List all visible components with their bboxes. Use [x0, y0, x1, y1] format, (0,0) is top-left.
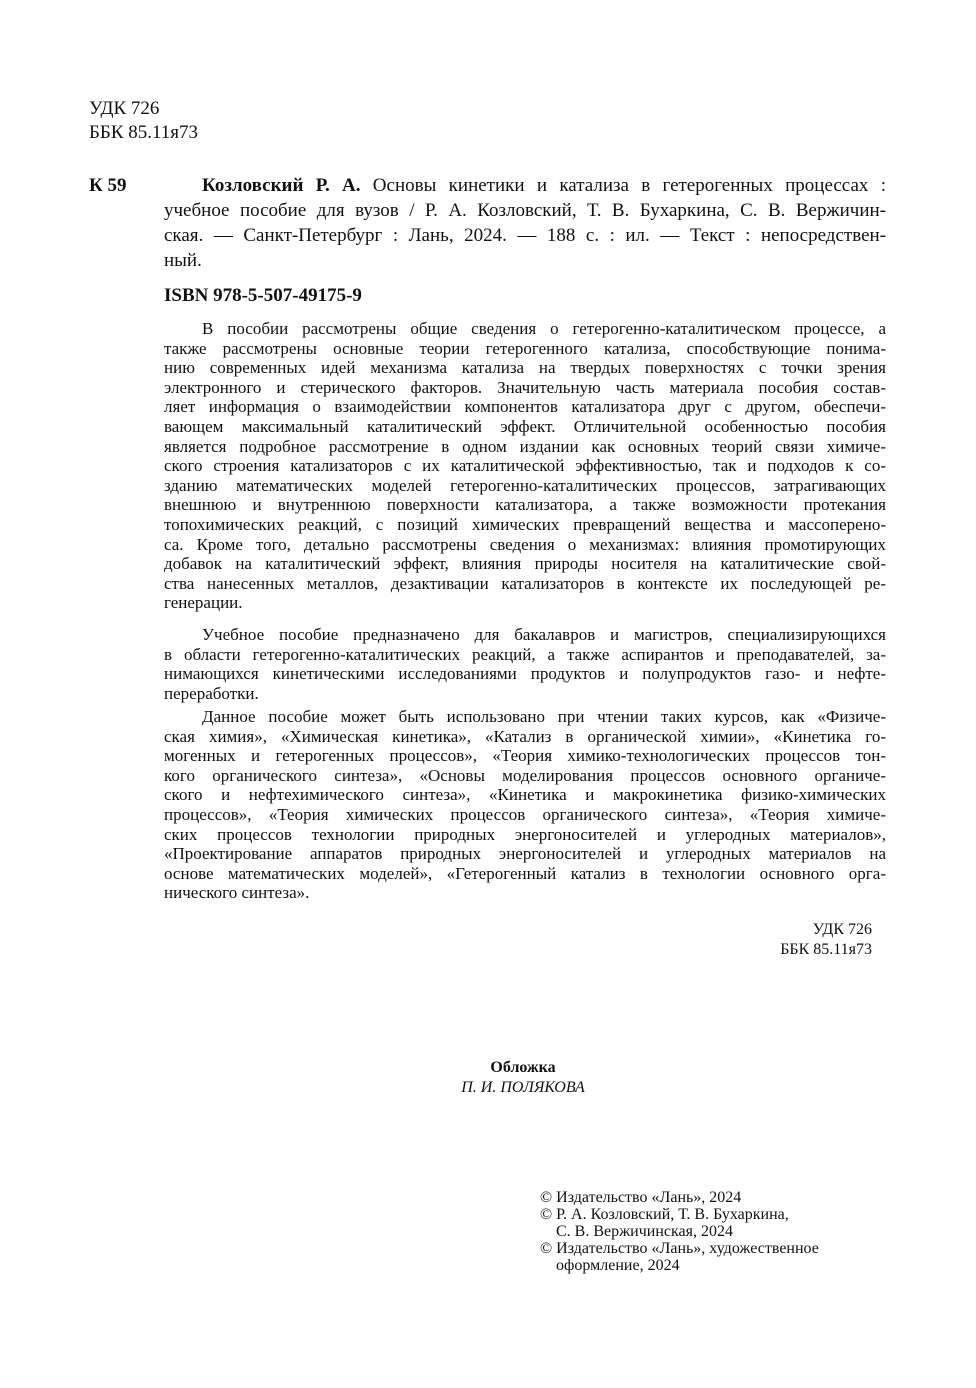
bbk-bottom: ББК 85.11я73	[780, 941, 872, 958]
abstract-paragraph-1	[164, 319, 886, 613]
p3-line: ская химия», «Химическая кинетика», «Катализ в органической химии», «Кинетика го-	[164, 726, 886, 746]
isbn: ISBN 978-5-507-49175-9	[164, 285, 362, 306]
catalog-line-4: ный.	[164, 250, 202, 271]
udk-top: УДК 726	[89, 98, 160, 119]
abstract-paragraph-3	[164, 707, 886, 903]
p2-line: Учебное пособие предназначено для бакалавров и магистров, специализирующихся	[202, 625, 886, 644]
p1-line: вающем максимальный каталитический эффект. Отличительной особенностью пособия	[164, 416, 886, 436]
p1-line: нию современных идей механизма катализа на твердых поверхностях с точки зрения	[164, 358, 886, 378]
abstract-paragraph-2	[164, 625, 886, 703]
p3-line: процессов», «Теория химических процессов органического синтеза», «Теория химиче-	[164, 804, 886, 824]
copyright-line: © Издательство «Лань», 2024	[540, 1189, 742, 1206]
p1-line: В пособии рассмотрены общие сведения о гетерогенно-каталитическом процессе, а	[202, 319, 886, 338]
p1-line: также рассмотрены основные теории гетерогенного катализа, способствующие понима-	[164, 338, 886, 358]
udk-bottom: УДК 726	[812, 921, 872, 938]
p3-line: «Проектирование аппаратов природных энергоносителей и углеродных материалов на	[164, 844, 886, 864]
catalog-code: К 59	[89, 175, 127, 196]
p1-line: са. Кроме того, детально рассмотрены сведения о механизмах: влияния промотирующих	[164, 534, 886, 554]
p1-line: внешнюю и внутреннюю поверхности катализатора, а также возможности протекания	[164, 495, 886, 515]
bbk-top: ББК 85.11я73	[89, 122, 199, 143]
p3-line: ского и нефтехимического синтеза», «Кинетика и макрокинетика физико-химических	[164, 785, 886, 805]
catalog-line-1	[202, 175, 886, 197]
p1-line: ского строения катализаторов с их каталитической эффективностью, так и подходов к со-	[164, 456, 886, 476]
p1-line: топохимических реакций, с позиций химических превращений вещества и массоперено-	[164, 514, 886, 534]
cover-label: Обложка	[490, 1059, 556, 1076]
p2-line: в области гетерогенно-каталитических реакций, а также аспирантов и преподавателей, за-	[164, 644, 886, 664]
p1-line: ляет информация о взаимодействии компонентов катализатора друг с другом, обеспечи-	[164, 397, 886, 417]
copyright-line: оформление, 2024	[556, 1257, 680, 1274]
copyright-line: © Р. А. Козловский, Т. В. Бухаркина,	[540, 1206, 789, 1223]
p3-line: нического синтеза».	[164, 883, 310, 903]
p3-line: ских процессов технологии природных энергоносителей и углеродных материалов»,	[164, 824, 886, 844]
p3-line: кого органического синтеза», «Основы моделирования процессов основного органиче-	[164, 765, 886, 785]
cover-designer: П. И. ПОЛЯКОВА	[461, 1079, 585, 1096]
p1-line: зданию математических моделей гетерогенно-каталитических процессов, затрагивающих	[164, 475, 886, 495]
p3-line: основе математических моделей», «Гетерогенный катализ в технологии основного орга-	[164, 863, 886, 883]
copyright-line: С. В. Вержичинская, 2024	[556, 1223, 733, 1240]
p3-line: Данное пособие может быть использовано при чтении таких курсов, как «Физиче-	[202, 707, 886, 726]
p2-line: нимающихся кинетическими исследованиями продуктов и полупродуктов газо- и нефте-	[164, 664, 886, 684]
catalog-title: Основы кинетики и катализа в гетерогенных процессах :	[360, 175, 886, 196]
catalog-line-3: ская. — Санкт-Петербург : Лань, 2024. — 188 с. : ил. — Текст : непосредствен-	[164, 225, 886, 246]
p1-line: является подробное рассмотрение в одном издании как основных теорий связи химиче-	[164, 436, 886, 456]
p2-line: переработки.	[164, 683, 259, 703]
catalog-author: Козловский Р. А.	[202, 175, 361, 196]
catalog-line-2: учебное пособие для вузов / Р. А. Козловский, Т. В. Бухаркина, С. В. Вержичин-	[164, 200, 886, 221]
p1-line: добавок на каталитический эффект, влияния природы носителя на каталитические свой-	[164, 554, 886, 574]
copyright-line: © Издательство «Лань», художественное	[540, 1240, 819, 1257]
p3-line: могенных и гетерогенных процессов», «Теория химико-технологических процессов тон-	[164, 746, 886, 766]
p1-line: ства нанесенных металлов, дезактивации катализаторов в контексте их последующей ре-	[164, 573, 886, 593]
p1-line: электронного и стерического факторов. Значительную часть материала пособия состав-	[164, 377, 886, 397]
p1-line: генерации.	[164, 593, 243, 613]
